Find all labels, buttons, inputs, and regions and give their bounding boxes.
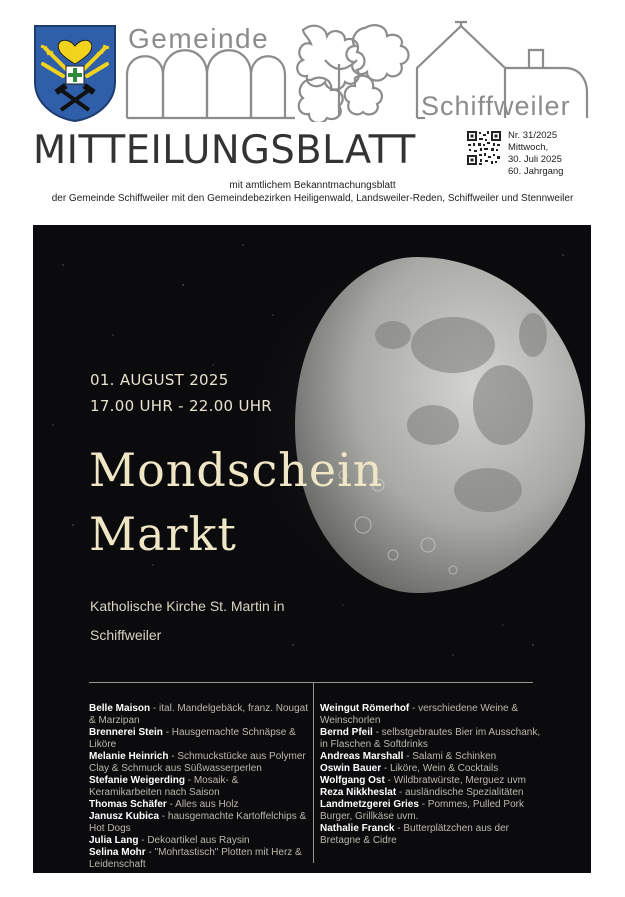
vendor-name: Bernd Pfeil — [320, 727, 373, 738]
vendor-item — [89, 775, 311, 799]
vendor-description: - ausländische Spezialitäten — [396, 787, 524, 798]
vendor-item — [320, 703, 550, 727]
event-title-line1: Mondschein — [89, 443, 384, 497]
vendor-item — [320, 787, 550, 799]
masthead-title: MITTEILUNGSBLATT — [33, 128, 416, 173]
vendor-name: Reza Nikkheslat — [320, 787, 397, 798]
issue-info — [508, 130, 563, 178]
vendor-name: Belle Maison — [89, 703, 151, 714]
issue-volume: 60. Jahrgang — [508, 166, 564, 177]
vendor-description: - Pommes, Pulled Pork Burger, Grillkäse uvm. — [320, 799, 524, 822]
vendor-item — [320, 727, 550, 751]
event-title-line2: Markt — [89, 507, 237, 561]
vendor-name: Brennerei Stein — [89, 727, 163, 738]
issue-weekday: Mittwoch, — [508, 142, 549, 153]
vendor-item — [320, 775, 550, 787]
event-date: 01. AUGUST 2025 — [90, 371, 229, 389]
vendor-description: - ital. Mandelgebäck, franz. Nougat & Marzipan — [89, 703, 309, 726]
vendor-description: - Alles aus Holz — [166, 799, 239, 810]
issue-date: 30. Juli 2025 — [508, 154, 562, 165]
place-name: Schiffweiler — [421, 91, 571, 121]
coat-of-arms-icon — [33, 24, 117, 122]
venue-line1: Katholische Kirche St. Martin in — [90, 598, 285, 614]
vendor-name: Wolfgang Ost — [320, 775, 385, 786]
vendor-name: Andreas Marshall — [320, 751, 404, 762]
vendor-name: Janusz Kubica — [89, 811, 160, 822]
vendor-name: Melanie Heinrich — [89, 751, 169, 762]
vendor-item — [89, 703, 311, 727]
subtitle-districts: der Gemeinde Schiffweiler mit den Gemeindebezirken Heiligenwald, Landsweiler-Reden, Schiffweiler und Stennweiler — [51, 193, 574, 204]
vendor-item — [320, 823, 550, 847]
vendor-description: - Hausgemachte Schnäpse & Liköre — [89, 727, 296, 750]
issue-number: Nr. 31/2025 — [508, 130, 558, 141]
vendor-description: - selbstgebrautes Bier im Ausschank, in Flaschen & Softdrinks — [320, 727, 541, 750]
subtitle-official: mit amtlichem Bekanntmachungsblatt — [229, 180, 396, 191]
vendor-description: - Schmuckstücke aus Polymer Clay & Schmuck aus Süßwasserperlen — [89, 751, 306, 774]
vendor-name: Selina Mohr — [89, 847, 146, 858]
vendor-item — [89, 799, 311, 811]
vendor-divider-horizontal — [89, 682, 533, 683]
event-venue — [90, 592, 285, 650]
vendor-item — [89, 727, 311, 751]
vendor-description: - Salami & Schinken — [403, 751, 497, 762]
vendor-item — [89, 847, 311, 871]
vendor-item — [320, 751, 550, 763]
event-time: 17.00 UHR - 22.00 UHR — [90, 397, 273, 415]
vendor-list-right — [320, 703, 550, 847]
vendor-name: Landmetzgerei Gries — [320, 799, 419, 810]
vendor-list-left — [89, 703, 311, 871]
vendor-name: Oswin Bauer — [320, 763, 382, 774]
vendor-description: - Butterplätzchen aus der Bretagne & Cidre — [320, 823, 509, 846]
event-poster — [33, 225, 591, 873]
qr-code-icon — [466, 130, 502, 166]
vendor-item — [89, 751, 311, 775]
vendor-name: Julia Lang — [89, 835, 139, 846]
vendor-description: - Mosaik- & Keramikarbeiten nach Saison — [89, 775, 239, 798]
vendor-name: Stefanie Weigerding — [89, 775, 185, 786]
vendor-name: Thomas Schäfer — [89, 799, 167, 810]
municipality-title: Gemeinde — [128, 23, 270, 54]
vendor-item — [320, 763, 550, 775]
event-title — [89, 438, 383, 566]
vendor-description: - Dekoartikel aus Raysin — [138, 835, 250, 846]
vendor-description: - hausgemachte Kartoffelchips & Hot Dogs — [89, 811, 307, 834]
vendor-divider-vertical — [313, 683, 314, 863]
venue-line2: Schiffweiler — [90, 627, 162, 643]
vendor-description: - "Mohrtastisch" Plotten mit Herz & Leidenschaft — [89, 847, 302, 870]
vendor-item — [89, 835, 311, 847]
vendor-item — [89, 811, 311, 835]
vendor-item — [320, 799, 550, 823]
vendor-description: - verschiedene Weine & Weinschorlen — [320, 703, 519, 726]
vendor-name: Weingut Römerhof — [320, 703, 410, 714]
vendor-description: - Wildbratwürste, Merguez uvm — [384, 775, 526, 786]
vendor-name: Nathalie Franck — [320, 823, 395, 834]
vendor-description: - Liköre, Wein & Cocktails — [381, 763, 499, 774]
